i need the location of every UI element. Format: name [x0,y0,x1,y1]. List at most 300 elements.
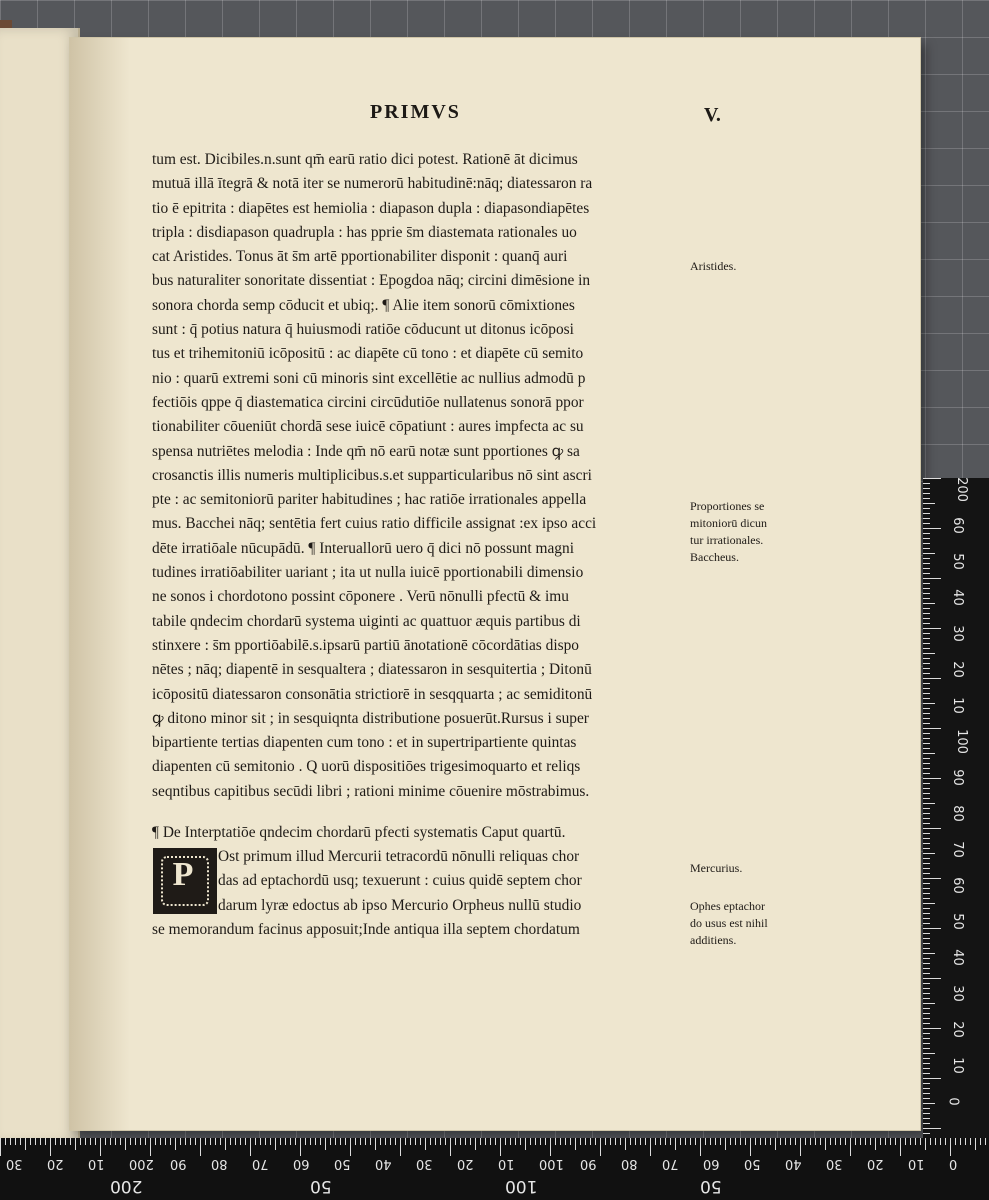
ruler-tick [610,1138,611,1145]
ruler-label: 10 [498,1156,515,1171]
ruler-tick [525,1138,526,1150]
ruler-label: 100 [539,1156,564,1171]
ruler-tick [850,1138,851,1156]
ruler-label: 10 [908,1156,925,1171]
ruler-tick [60,1138,61,1145]
ruler-tick [50,1138,51,1156]
ruler-tick [923,873,930,874]
text-line: nētes ; nāq; diapentē in sesqualtera ; diatessaron in sesquitertia ; Ditonū [152,661,592,679]
ruler-tick [923,953,935,954]
margin-note-aristides: Aristides. [690,259,737,273]
ruler-tick [923,663,930,664]
ruler-tick [80,1138,81,1145]
ruler-tick [775,1138,776,1150]
ruler-tick [460,1138,461,1145]
ruler-tick [923,688,930,689]
text-line: mutuā illā ītegrā & notā iter se numerorū habitudinē:nāq; diatessaron ra [152,175,593,193]
ruler-tick [810,1138,811,1145]
ruler-tick [70,1138,71,1145]
ruler-tick [445,1138,446,1145]
ruler-tick [923,508,930,509]
ruler-tick [923,908,930,909]
ruler-tick [923,958,930,959]
ruler-tick [90,1138,91,1145]
ruler-tick [923,858,930,859]
ruler-tick [923,568,930,569]
ruler-tick [275,1138,276,1150]
ruler-tick [765,1138,766,1145]
ruler-tick [185,1138,186,1145]
ruler-tick [600,1138,601,1156]
ruler-tick [923,913,930,914]
ruler-big-label: 100 [505,1176,538,1196]
ruler-label: 20 [949,661,965,678]
ruler-tick [455,1138,456,1145]
ruler-tick [975,1138,976,1150]
ruler-tick [923,733,930,734]
ruler-tick [65,1138,66,1145]
ruler-tick [640,1138,641,1145]
ruler-tick [923,1033,930,1034]
ruler-tick [685,1138,686,1145]
ruler-tick [95,1138,96,1145]
ruler-label: 10 [949,1057,965,1074]
ruler-tick [825,1138,826,1150]
ruler-tick [923,1078,941,1079]
ruler-tick [923,973,930,974]
ruler-tick [923,888,930,889]
ruler-tick [923,838,930,839]
ruler-tick [923,533,930,534]
ruler-tick [923,1058,930,1059]
ruler-tick [923,1133,930,1134]
ruler-tick [945,1138,946,1145]
ruler-tick [655,1138,656,1145]
text-line: fectiōis qppe q̄ diastematica circini circūdutiōe nullatenus sonorā ppor [152,393,584,411]
ruler-tick [923,1038,930,1039]
ruler-tick [380,1138,381,1145]
left-page-edge [0,28,80,1143]
ruler-tick [923,683,930,684]
ruler-tick [155,1138,156,1145]
ruler-tick [305,1138,306,1145]
ruler-tick [205,1138,206,1145]
ruler-tick [755,1138,756,1145]
ruler-tick [923,548,930,549]
ruler-tick [210,1138,211,1145]
ruler-tick [923,808,930,809]
ruler-tick [110,1138,111,1145]
ruler-tick [780,1138,781,1145]
ruler-tick [750,1138,751,1156]
ruler-tick [480,1138,481,1145]
ruler-tick [245,1138,246,1145]
ruler-tick [923,658,930,659]
ruler-label: 20 [949,1021,965,1038]
ruler-tick [175,1138,176,1150]
text-line: seqntibus capitibus secūdi libri ; rationi minime cōuenire mōstrabimus. [152,782,590,800]
ruler-tick [930,1138,931,1145]
ruler-tick [25,1138,26,1150]
margin-note-line: additiens. [690,933,737,947]
ruler-tick [490,1138,491,1145]
text-line: tripla : disdiapason quadrupla : has pprie s̄m diastemata rationales uo [152,223,577,241]
ruler-tick [923,963,930,964]
ruler-label: 60 [949,877,965,894]
ruler-tick [735,1138,736,1145]
ruler-tick [465,1138,466,1145]
ruler-tick [923,1003,935,1004]
ruler-tick [923,848,930,849]
ruler-tick [923,1018,930,1019]
ruler-label: 60 [949,517,965,534]
ruler-tick [923,623,930,624]
ruler-tick [485,1138,486,1145]
ruler-tick [923,898,930,899]
ruler-label: 80 [621,1156,638,1171]
ruler-tick [923,813,930,814]
horizontal-ruler [0,1138,989,1200]
ruler-label: 80 [211,1156,228,1171]
ruler-tick [545,1138,546,1145]
ruler-tick [180,1138,181,1145]
text-line: tio ē epitrita : diapētes est hemiolia : diapason dupla : diapasondiapētes [152,199,590,217]
ruler-tick [840,1138,841,1145]
ruler-tick [923,803,935,804]
ruler-tick [360,1138,361,1145]
ruler-tick [923,923,930,924]
ruler-tick [923,948,930,949]
ruler-label: 200 [129,1156,154,1171]
ruler-label: 40 [375,1156,392,1171]
ruler-tick [310,1138,311,1145]
ruler-tick [495,1138,496,1145]
ruler-tick [880,1138,881,1145]
ruler-tick [760,1138,761,1145]
ruler-tick [923,673,930,674]
ruler-label: 30 [826,1156,843,1171]
ruler-tick [940,1138,941,1145]
ruler-tick [165,1138,166,1145]
ruler-tick [923,718,930,719]
margin-note-mercurius: Mercurius. [690,861,743,875]
ruler-tick [615,1138,616,1145]
ruler-tick [923,943,930,944]
margin-note-line: mitoniorū dicun [690,516,767,530]
ruler-tick [235,1138,236,1145]
ruler-tick [150,1138,151,1156]
ruler-tick [923,483,930,484]
ruler-tick [923,1008,930,1009]
text-line: ne sonos i chordotono possint cōponere . Verū nōnulli pfectū & imu [152,588,569,606]
ruler-tick [923,833,930,834]
ruler-tick [540,1138,541,1145]
ruler-label: 20 [47,1156,64,1171]
ruler-tick [710,1138,711,1145]
ruler-tick [330,1138,331,1145]
ruler-tick [950,1138,951,1156]
chapter-heading: ¶ De Interptatiōe qndecim chordarū pfecti systematis Caput quartū. [152,824,566,841]
ruler-tick [745,1138,746,1145]
ruler-tick [923,638,930,639]
ruler-tick [923,1093,930,1094]
ruler-tick [665,1138,666,1145]
ruler-label: 50 [334,1156,351,1171]
margin-note-line: Proportiones se [690,499,765,513]
ruler-tick [265,1138,266,1145]
ruler-tick [923,883,930,884]
ruler-tick [715,1138,716,1145]
text-line: icōpositū diatessaron consonātia strictiorē in sesqquarta ; ac semiditonū [152,685,593,703]
ruler-big-label: 200 [110,1176,143,1196]
margin-note-line: Ophes eptachor [690,899,765,913]
ruler-tick [225,1138,226,1150]
ruler-tick [370,1138,371,1145]
ruler-tick [923,598,930,599]
ruler-label: 30 [416,1156,433,1171]
ruler-tick [925,1138,926,1150]
ruler-tick [340,1138,341,1145]
ruler-tick [20,1138,21,1145]
ruler-tick [985,1138,986,1145]
ruler-label: 70 [252,1156,269,1171]
ruler-tick [250,1138,251,1156]
ruler-tick [915,1138,916,1145]
ruler-tick [260,1138,261,1145]
ruler-tick [795,1138,796,1145]
ruler-tick [923,633,930,634]
ruler-tick [923,1088,930,1089]
ruler-label: 200 [953,477,969,502]
ruler-label: 30 [6,1156,23,1171]
ruler-tick [140,1138,141,1145]
ruler-tick [520,1138,521,1145]
ruler-tick [923,628,941,629]
text-line: mus. Bacchei nāq; sentētia fert cuius ratio difficile assignat :ex ipso acci [152,515,597,533]
ruler-tick [770,1138,771,1145]
ruler-tick [510,1138,511,1145]
ruler-tick [335,1138,336,1145]
ruler-tick [923,843,930,844]
ruler-tick [923,708,930,709]
ruler-tick [920,1138,921,1145]
ruler-tick [255,1138,256,1145]
ruler-tick [240,1138,241,1145]
ruler-tick [595,1138,596,1145]
ruler-tick [670,1138,671,1145]
text-line: pte : ac semitoniorū pariter habitudines ; hac ratiōe irrationales appella [152,491,587,509]
ruler-tick [923,788,930,789]
ruler-tick [923,1028,941,1029]
chapter-text-line: Ost primum illud Mercurii tetracordū nōnulli reliquas chor [218,848,580,865]
text-line: cat Aristides. Tonus āt s̄m artē pportionabiliter disponit : quanq̄ auri [152,248,568,266]
ruler-tick [355,1138,356,1145]
ruler-tick [120,1138,121,1145]
ruler-tick [515,1138,516,1145]
ruler-tick [835,1138,836,1145]
ruler-tick [415,1138,416,1145]
ruler-tick [923,1108,930,1109]
ruler-tick [725,1138,726,1150]
ruler-label: 60 [703,1156,720,1171]
ruler-tick [923,743,930,744]
ruler-tick [385,1138,386,1145]
ruler-tick [923,768,930,769]
ruler-tick [923,1063,930,1064]
ruler-tick [923,613,930,614]
ruler-label: 90 [170,1156,187,1171]
ruler-tick [890,1138,891,1145]
ruler-tick [530,1138,531,1145]
ruler-label: 50 [949,913,965,930]
ruler-tick [923,1068,930,1069]
ruler-tick [620,1138,621,1145]
ruler-tick [923,1083,930,1084]
ruler-tick [45,1138,46,1145]
ruler-label: 90 [949,769,965,786]
ruler-tick [365,1138,366,1145]
ruler-tick [860,1138,861,1145]
margin-note-line: do usus est nihil [690,916,768,930]
ruler-tick [680,1138,681,1145]
text-line: ꝙ ditono minor sit ; in sesquiqnta distributione posuerūt.Rursus i super [152,709,589,727]
ruler-tick [695,1138,696,1145]
ruler-tick [923,1098,930,1099]
ruler-tick [470,1138,471,1145]
ruler-tick [390,1138,391,1145]
ruler-tick [923,593,930,594]
ruler-tick [115,1138,116,1145]
initial-letter: P [172,856,194,893]
ruler-tick [923,1023,930,1024]
ruler-tick [923,643,930,644]
ruler-tick [923,573,930,574]
ruler-tick [923,748,930,749]
ruler-label: 10 [949,697,965,714]
margin-note-proportiones [690,498,767,566]
ruler-tick [923,783,930,784]
ruler-tick [923,998,930,999]
ruler-tick [923,713,930,714]
ruler-tick [550,1138,551,1156]
chapter-text-block [152,845,692,942]
ruler-label: 70 [949,841,965,858]
text-line: crosanctis illis numeris multiplicibus.s.et supparticularibus nō sint ascri [152,466,592,484]
ruler-tick [923,868,930,869]
ruler-tick [85,1138,86,1145]
ruler-tick [315,1138,316,1145]
ruler-tick [645,1138,646,1145]
ruler-tick [15,1138,16,1145]
ruler-tick [700,1138,701,1156]
ruler-tick [605,1138,606,1145]
ruler-tick [935,1138,936,1145]
ruler-tick [40,1138,41,1145]
ruler-tick [230,1138,231,1145]
ruler-tick [580,1138,581,1145]
ruler-tick [885,1138,886,1145]
ruler-tick [923,863,930,864]
ruler-tick [350,1138,351,1156]
ruler-label: 30 [949,985,965,1002]
ruler-tick [130,1138,131,1145]
ruler-tick [923,1118,930,1119]
ruler-tick [280,1138,281,1145]
ruler-tick [300,1138,301,1156]
ruler-tick [923,608,930,609]
ruler-tick [575,1138,576,1150]
ruler-tick [923,523,930,524]
text-line: tudines irratiōabiliter uariant ; ita ut nulla iuicē pportionabili dimensio [152,564,584,582]
ruler-tick [923,1048,930,1049]
folio-number: V. [704,104,721,126]
ruler-tick [923,518,930,519]
ruler-label: 100 [953,729,969,754]
ruler-tick [570,1138,571,1145]
ruler-label: 60 [293,1156,310,1171]
ruler-tick [35,1138,36,1145]
ruler-tick [905,1138,906,1145]
ruler-tick [170,1138,171,1145]
ruler-label: 20 [867,1156,884,1171]
ruler-tick [923,823,930,824]
ruler-tick [870,1138,871,1145]
ruler-tick [535,1138,536,1145]
ruler-tick [923,903,935,904]
ruler-tick [425,1138,426,1150]
ruler-tick [923,968,930,969]
ruler-tick [923,583,930,584]
text-line: tus et trihemitoniū icōpositū : ac diapēte cū tono : et diapēte cū semito [152,345,584,363]
ruler-tick [960,1138,961,1145]
text-line: tum est. Dicibiles.n.sunt qm̄ earū ratio dici potest. Rationē āt dicimus [152,151,578,168]
ruler-tick [395,1138,396,1145]
ruler-tick [965,1138,966,1145]
ruler-tick [845,1138,846,1145]
ruler-label: 20 [457,1156,474,1171]
ruler-tick [675,1138,676,1150]
ruler-tick [923,488,930,489]
ruler-tick [145,1138,146,1145]
ruler-tick [405,1138,406,1145]
ruler-label: 40 [785,1156,802,1171]
ruler-tick [923,603,935,604]
ruler-tick [923,618,930,619]
ruler-tick [923,728,941,729]
ruler-label: 50 [949,553,965,570]
ruler-tick [345,1138,346,1145]
ruler-tick [220,1138,221,1145]
ruler-tick [923,933,930,934]
ruler-tick [630,1138,631,1145]
ruler-tick [923,498,930,499]
ruler-label: 40 [949,949,965,966]
ruler-tick [830,1138,831,1145]
ruler-tick [135,1138,136,1145]
text-line: sunt : q̄ potius natura q̄ huiusmodi ratiōe cōducunt ut ditonus icōposi [152,321,574,339]
ruler-tick [560,1138,561,1145]
ruler-tick [923,978,941,979]
text-line: bipartiente tertias diapenten cum tono : et in supertripartiente quintas [152,734,577,752]
text-line: diapenten cū semitonio . Q uorū dispositiōes trigesimoquarto et reliqs [152,758,581,776]
ruler-tick [923,1128,941,1129]
ruler-tick [923,798,930,799]
ruler-tick [923,578,941,579]
ruler-tick [980,1138,981,1145]
ruler-tick [805,1138,806,1145]
ruler-tick [923,493,930,494]
ruler-tick [923,1053,935,1054]
